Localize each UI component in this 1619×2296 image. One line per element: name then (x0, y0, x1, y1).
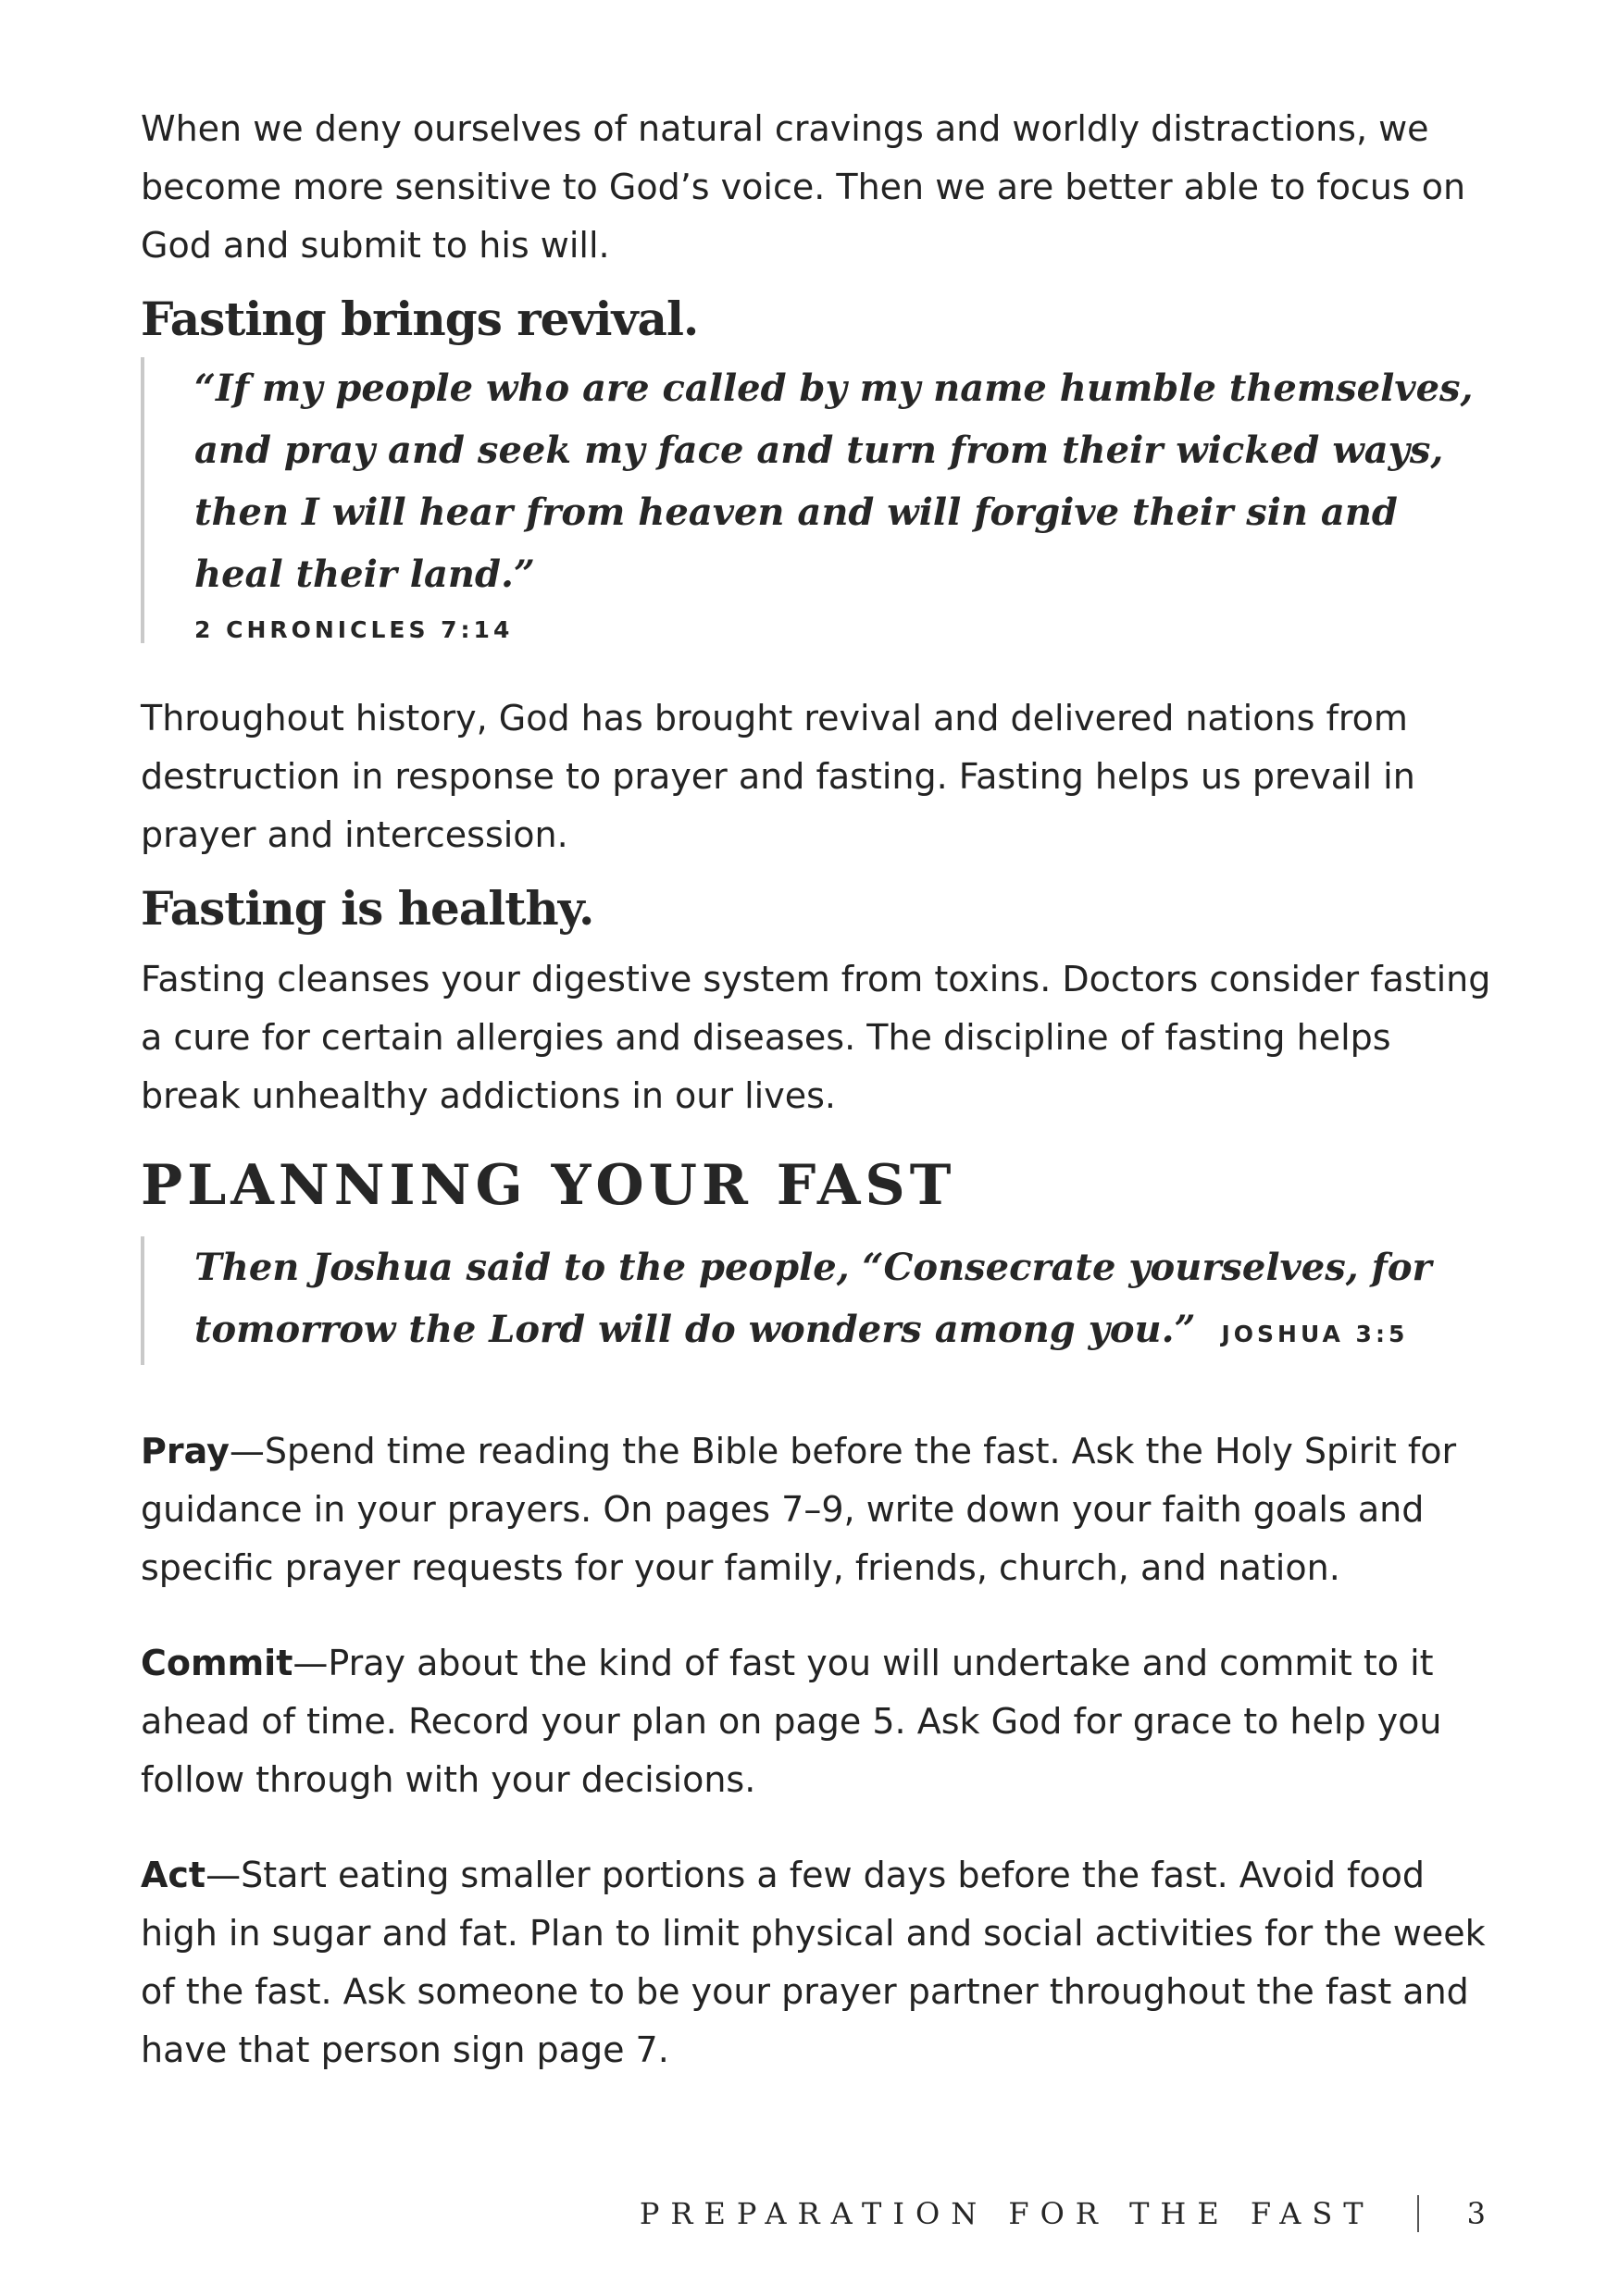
intro-paragraph: When we deny ourselves of natural cravings and worldly distractions, we become more sensitive to God’s voice. Then we are better able to focus on God and submit to his will. (141, 108, 1466, 266)
step-pray-text: —Spend time reading the Bible before the fast. Ask the Holy Spirit for guidance in your prayers. On pages 7–9, write down your faith goals and specific prayer requests for your family, friends, church, and nation. (141, 1431, 1457, 1588)
step-pray (141, 1422, 1492, 1597)
paragraph-revival: Throughout history, God has brought revival and delivered nations from destruction in response to prayer and fasting. Fasting helps us prevail in prayer and intercession. (141, 698, 1415, 855)
page-content (141, 100, 1492, 2079)
page-footer (640, 2195, 1486, 2232)
step-act-lead: Act (141, 1855, 206, 1895)
step-commit (141, 1634, 1492, 1809)
paragraph-healthy: Fasting cleanses your digestive system from toxins. Doctors consider fasting a cure for certain allergies and diseases. The discipline of fasting helps break unhealthy addictions in our lives. (141, 959, 1491, 1116)
step-commit-lead: Commit (141, 1643, 293, 1683)
heading-revival: Fasting brings revival. (141, 292, 699, 346)
quote-reference-planning: JOSHUA 3:5 (1221, 1321, 1409, 1347)
quote-reference-revival: 2 CHRONICLES 7:14 (194, 616, 514, 643)
quote-planning-text: Then Joshua said to the people, “Consecrate yourselves, for tomorrow the Lord will do wonders among you.” (194, 1246, 1432, 1351)
heading-planning: PLANNING YOUR FAST (141, 1153, 956, 1218)
page-number: 3 (1466, 2196, 1486, 2231)
footer-divider (1417, 2195, 1419, 2232)
quote-block-planning (141, 1236, 1492, 1365)
quote-planning (194, 1236, 1492, 1365)
step-act (141, 1846, 1492, 2079)
quote-block-revival (141, 357, 1492, 643)
heading-healthy: Fasting is healthy. (141, 881, 594, 936)
step-commit-text: —Pray about the kind of fast you will undertake and commit to it ahead of time. Record your plan on page 5. Ask God for grace to help you follow through with your decisions. (141, 1643, 1442, 1800)
quote-revival: “If my people who are called by my name humble themselves, and pray and seek my face and turn from their wicked ways, then I will hear from heaven and will forgive their sin and heal their land.” (194, 366, 1474, 596)
footer-title: PREPARATION FOR THE FAST (639, 2196, 1375, 2231)
step-pray-lead: Pray (141, 1431, 230, 1471)
step-act-text: —Start eating smaller portions a few days before the fast. Avoid food high in sugar and fat. Plan to limit physical and social activities for the week of the fast. Ask someone to be your prayer partner throughout the fast and have that person sign page 7. (141, 1855, 1486, 2070)
